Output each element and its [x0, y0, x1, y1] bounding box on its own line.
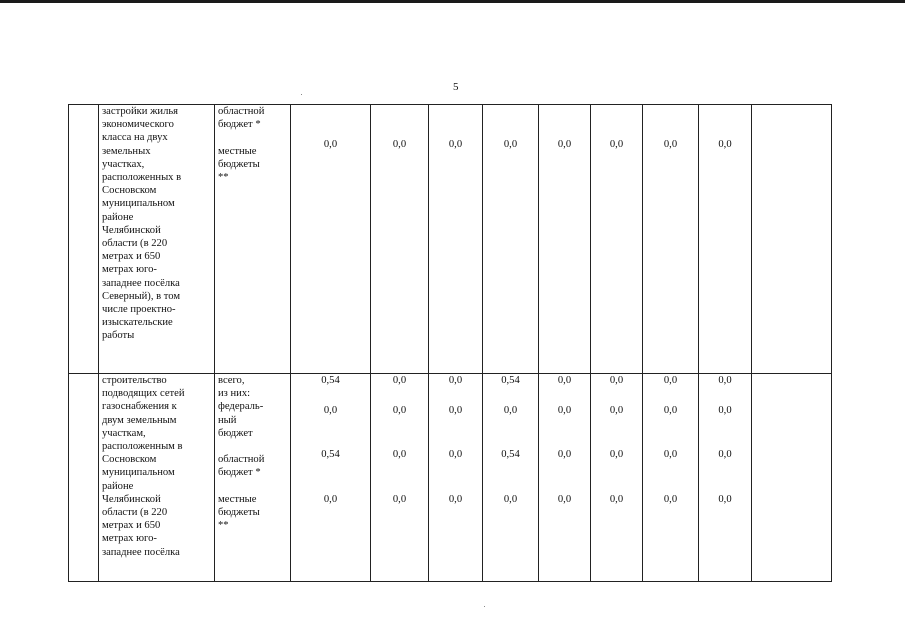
value-total: 0,0 — [392, 375, 407, 386]
event-name-cell — [99, 105, 215, 374]
value-federal: 0,0 — [609, 405, 624, 417]
event-name-line: земельных — [102, 145, 151, 157]
event-name-line: метрах и 650 — [102, 251, 161, 263]
funding-source-line: местные — [218, 493, 257, 505]
value-local: 0,0 — [663, 493, 678, 505]
value-regional: 0,0 — [392, 449, 407, 461]
value-regional: 0,0 — [557, 449, 572, 461]
event-name-line: экономического — [102, 119, 174, 131]
event-name-line: расположенным в — [102, 441, 183, 453]
event-name-line: Сосновском — [102, 185, 157, 197]
table-row — [69, 105, 832, 374]
event-name-line: газоснабжения к — [102, 401, 177, 413]
empty-cell — [752, 374, 832, 582]
value-total: 0,0 — [609, 375, 624, 386]
event-name-line: участкам, — [102, 427, 146, 439]
funding-source-line: ** — [218, 172, 229, 183]
value-federal: 0,0 — [503, 405, 518, 417]
value-cell: 0,0 — [291, 105, 371, 374]
funding-source-line — [218, 480, 287, 493]
value-local: 0,0 — [503, 493, 518, 505]
value-regional: 0,54 — [501, 449, 520, 461]
event-name-line: двум земельным — [102, 414, 177, 426]
funding-source-line — [218, 131, 287, 144]
event-name-line: Северный), в том — [102, 290, 181, 302]
index-cell — [69, 374, 99, 582]
funding-source-line: областной — [218, 106, 265, 117]
funding-source-line: из них: — [218, 388, 251, 400]
value-total: 0,0 — [718, 375, 732, 386]
funding-source-line: областной — [218, 454, 265, 466]
value-cell: 0,0 — [591, 105, 643, 374]
value-federal: 0,0 — [392, 405, 407, 417]
budget-table — [68, 104, 832, 582]
event-name-line: числе проектно- — [102, 304, 176, 316]
scan-speck — [301, 94, 302, 95]
funding-source-line: ный — [218, 414, 237, 426]
value-cell: 0,0 — [699, 105, 752, 374]
scan-speck — [484, 606, 485, 607]
funding-source-line: бюджет * — [218, 467, 261, 479]
page-number: 5 — [453, 81, 459, 93]
empty-cell — [752, 105, 832, 374]
value-local: 0,0 — [609, 493, 624, 505]
value-federal: 0,0 — [718, 405, 732, 417]
value-cell — [483, 374, 539, 582]
value-total: 0,54 — [501, 375, 520, 386]
funding-source-line — [218, 440, 287, 453]
funding-source-line: местные — [218, 145, 257, 157]
event-name-line: подводящих сетей — [102, 388, 185, 400]
event-name-line: Сосновском — [102, 454, 157, 466]
value-cell — [591, 374, 643, 582]
event-name-line: муниципальном — [102, 467, 175, 479]
event-name-line: расположенных в — [102, 172, 182, 184]
funding-source-cell — [215, 105, 291, 374]
value-cell: 0,0 — [643, 105, 699, 374]
value-federal: 0,0 — [663, 405, 678, 417]
value-regional: 0,54 — [321, 449, 340, 461]
value-cell — [699, 374, 752, 582]
funding-source-line: бюджеты — [218, 158, 260, 170]
value-cell: 0,0 — [539, 105, 591, 374]
value-total: 0,54 — [321, 375, 340, 386]
event-name-line: области (в 220 — [102, 507, 168, 519]
value-total: 0,0 — [557, 375, 572, 386]
funding-source-line: бюджет * — [218, 119, 261, 131]
event-name-cell — [99, 374, 215, 582]
value-local: 0,0 — [448, 493, 463, 505]
event-name-line: застройки жилья — [102, 106, 179, 117]
funding-source-line: бюджет — [218, 427, 253, 439]
value-federal: 0,0 — [323, 405, 338, 417]
value-federal: 0,0 — [448, 405, 463, 417]
index-cell — [69, 105, 99, 374]
value-local: 0,0 — [323, 493, 338, 505]
value-cell — [643, 374, 699, 582]
value-total: 0,0 — [448, 375, 463, 386]
event-name-line: класса на двух — [102, 132, 168, 144]
value-local: 0,0 — [718, 493, 732, 505]
funding-source-cell — [215, 374, 291, 582]
funding-source-line: бюджеты — [218, 507, 260, 518]
funding-source-line: всего, — [218, 375, 245, 386]
value-local: 0,0 — [392, 493, 407, 505]
event-name-line: метрах юго- — [102, 264, 157, 276]
value-regional: 0,0 — [663, 449, 678, 461]
value-regional: 0,0 — [718, 449, 732, 461]
funding-source-line: федераль- — [218, 401, 264, 413]
value-cell — [291, 374, 371, 582]
event-name-line: западнее посёлка — [102, 277, 180, 289]
event-name-line: районе — [102, 211, 134, 223]
value-cell: 0,0 — [429, 105, 483, 374]
value-cell — [429, 374, 483, 582]
event-name-line: изыскательские — [102, 317, 173, 329]
value-cell — [371, 374, 429, 582]
value-cell: 0,0 — [483, 105, 539, 374]
event-name-line: районе — [102, 480, 134, 492]
event-name-line: участках, — [102, 158, 145, 170]
value-total: 0,0 — [663, 375, 678, 386]
event-name-line: муниципальном — [102, 198, 175, 210]
event-name-line: Челябинской — [102, 493, 161, 505]
value-local: 0,0 — [557, 493, 572, 505]
table-row — [69, 374, 832, 582]
event-name-line: метрах и 650 — [102, 520, 161, 532]
event-name-line: метрах юго- — [102, 533, 157, 545]
value-regional: 0,0 — [609, 449, 624, 461]
funding-source-line: ** — [218, 520, 229, 532]
event-name-line: области (в 220 — [102, 238, 168, 250]
value-cell: 0,0 — [371, 105, 429, 374]
event-name-line: западнее посёлка — [102, 546, 180, 558]
event-name-line: строительство — [102, 375, 167, 386]
event-name-line: Челябинской — [102, 224, 161, 236]
top-border-rule — [0, 0, 905, 3]
value-cell — [539, 374, 591, 582]
value-regional: 0,0 — [448, 449, 463, 461]
value-federal: 0,0 — [557, 405, 572, 417]
event-name-line: работы — [102, 330, 135, 342]
